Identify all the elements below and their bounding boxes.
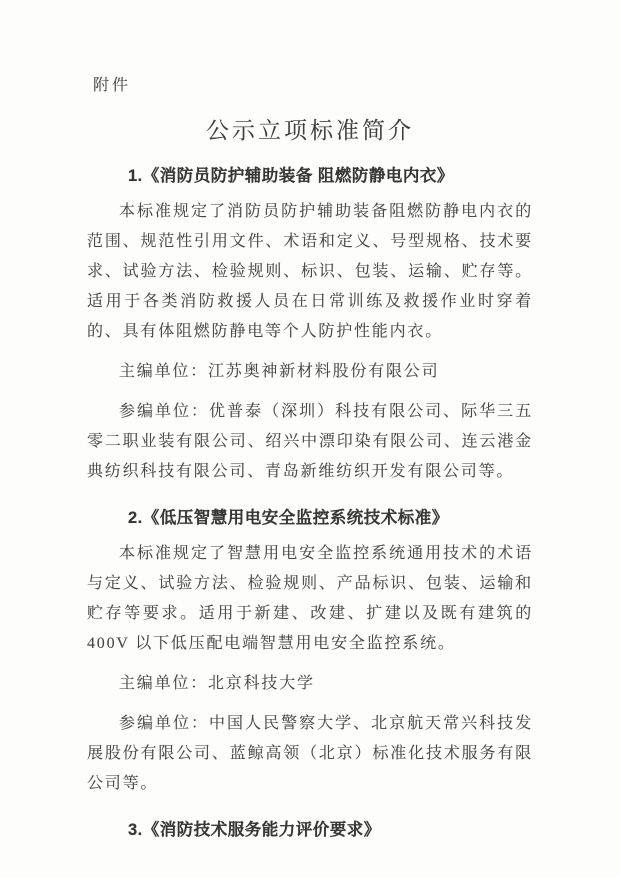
standard-section-2 bbox=[87, 504, 533, 799]
chief-editor-line: 主编单位：江苏奥神新材料股份有限公司 bbox=[119, 363, 440, 380]
page-title: 公示立项标准简介 bbox=[206, 118, 414, 143]
section-heading: 3.《消防技术服务能力评价要求》 bbox=[128, 821, 381, 839]
section-body-paragraph: 本标准规定了智慧用电安全监控系统通用技术的术语与定义、试验方法、检验规则、产品标识、包装、运输和贮存等要求。适用于新建、改建、扩建以及既有建筑的 400V 以下低压配电端智慧用电安全监控系统。 bbox=[87, 545, 533, 652]
co-editors-line: 参编单位：优普泰（深圳）科技有限公司、际华三五零二职业装有限公司、绍兴中漂印染有限公司、连云港金典纺织科技有限公司、青岛新维纺织开发有限公司等。 bbox=[87, 403, 533, 480]
attachment-label: 附件 bbox=[93, 77, 132, 94]
chief-editor-line: 主编单位：北京科技大学 bbox=[119, 675, 315, 692]
standard-section-3 bbox=[87, 816, 533, 840]
section-body-paragraph: 本标准规定了消防员防护辅助装备阻燃防静电内衣的范围、规范性引用文件、术语和定义、号型规格、技术要求、试验方法、检验规则、标识、包装、运输、贮存等。适用于各类消防救援人员在日常训练及救援作业时穿着的、具有体阻燃防静电等个人防护性能内衣。 bbox=[87, 203, 533, 340]
section-heading: 2.《低压智慧用电安全监控系统技术标准》 bbox=[128, 509, 449, 527]
section-heading: 1.《消防员防护辅助装备 阻燃防静电内衣》 bbox=[128, 167, 454, 185]
standard-section-1 bbox=[87, 162, 533, 487]
co-editors-line: 参编单位：中国人民警察大学、北京航天常兴科技发展股份有限公司、蓝鲸高领（北京）标准化技术服务有限公司等。 bbox=[87, 715, 533, 792]
